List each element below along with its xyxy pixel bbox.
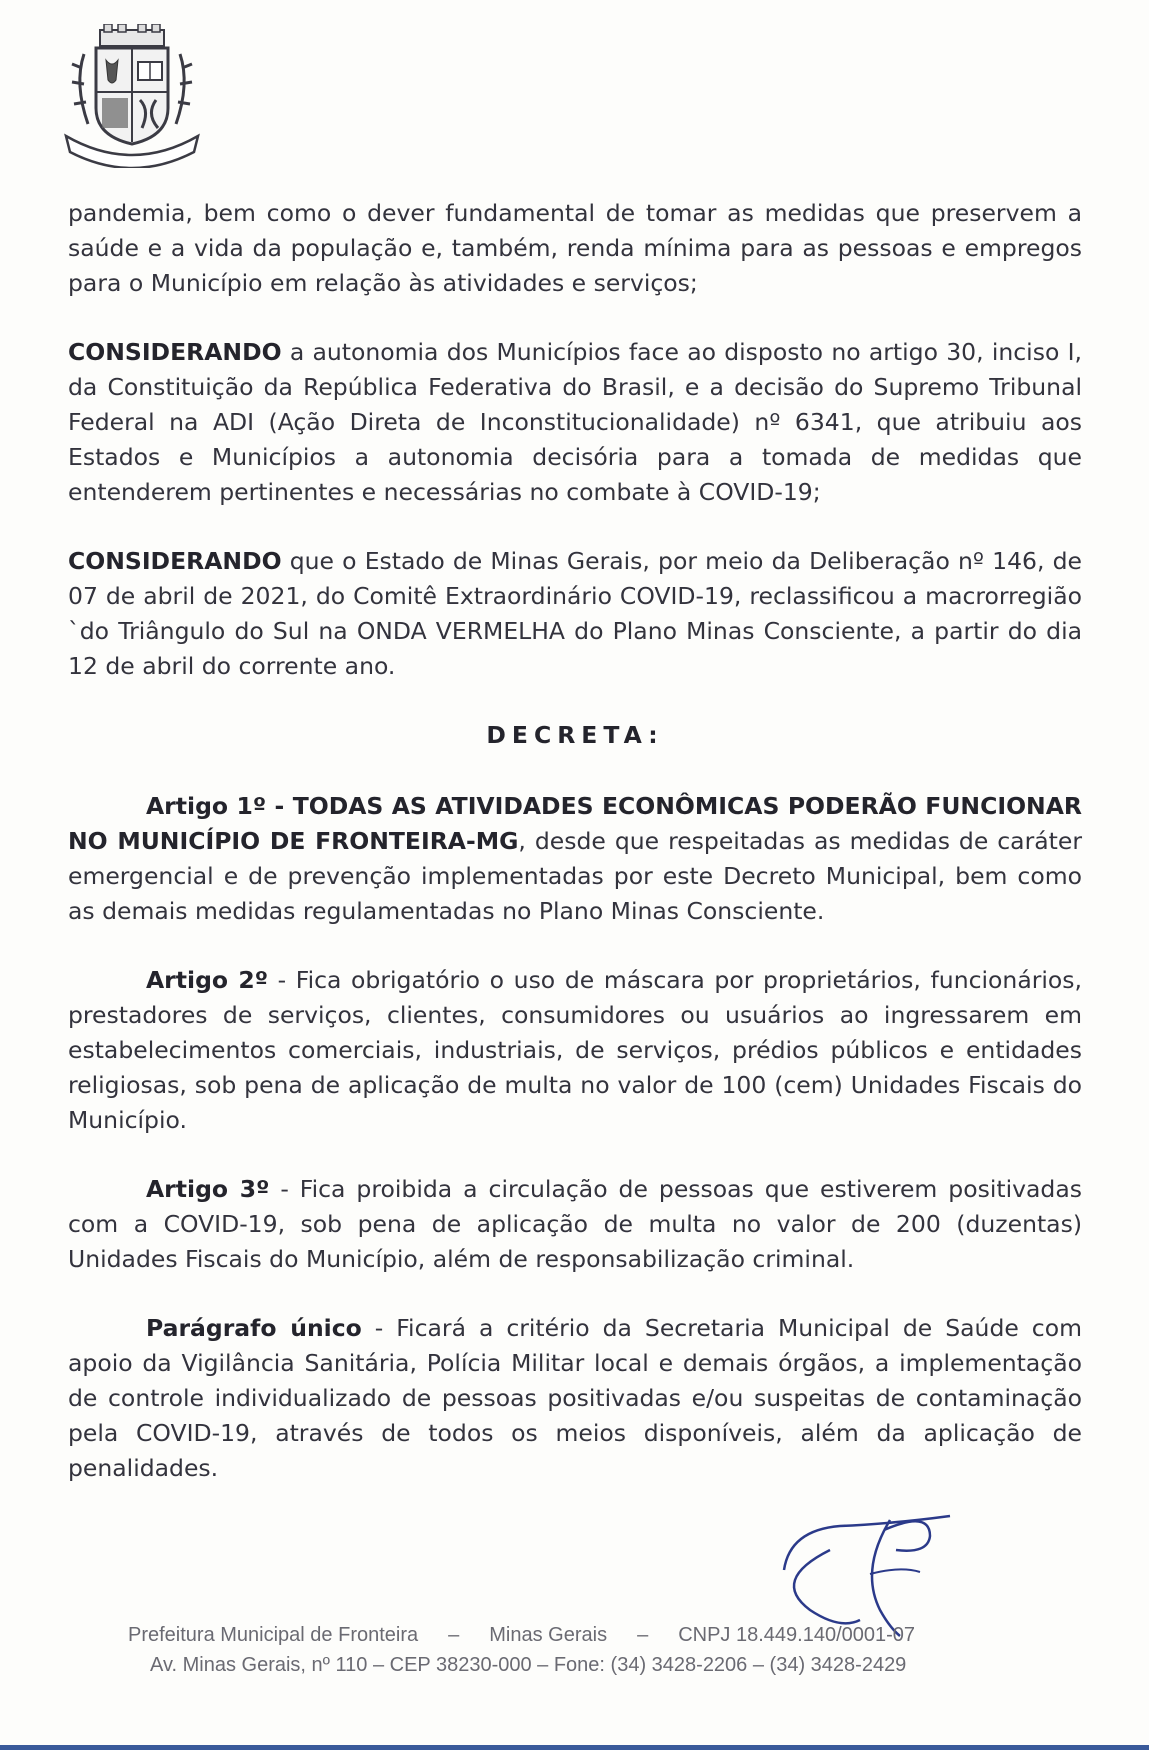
considerando-text: que o Estado de Minas Gerais, por meio da Deliberação nº 146, de 07 de abril de 2021, do Comitê Extraordinário COVID-19, reclassificou a macrorregião `do Triângulo do Sul na ONDA VERMELHA do Plano Minas Consciente, a partir do dia 12 de abril do corrente ano. [68,547,1082,680]
footer-separator: – [448,1624,460,1646]
considerando-label: CONSIDERANDO [68,547,282,575]
bottom-edge-bar [0,1745,1149,1750]
paragraph-pandemia: pandemia, bem como o dever fundamental de tomar as medidas que preservem a saúde e a vida da população e, também, renda mínima para as pessoas e empregos para o Município em relação às atividades e serviços; [68,199,1082,297]
decreta-heading: DECRETA: [486,721,664,749]
paragraph-considerando-deliberacao [68,544,1082,684]
paragrafo-unico [68,1311,1082,1486]
footer-line-1 [128,1624,915,1647]
footer-org: Prefeitura Municipal de Fronteira [128,1624,419,1646]
handwritten-signature-icon [780,1510,960,1640]
article-2-heading: Artigo 2º [146,966,268,994]
article-2 [68,963,1082,1138]
article-3-text: - Fica proibida a circulação de pessoas que estiverem positivadas com a COVID-19, sob pena de aplicação de multa no valor de 200 (duzentas) Unidades Fiscais do Município, além de responsabilização criminal. [68,1175,1082,1273]
article-3 [68,1172,1082,1277]
article-1-heading: Artigo 1º - TODAS AS ATIVIDADES ECONÔMICAS PODERÃO FUNCIONAR NO MUNICÍPIO DE FRONTEIRA-MG [68,792,1082,855]
article-1 [68,789,1082,929]
municipal-coat-of-arms-icon [60,24,204,168]
paragrafo-unico-heading: Parágrafo único [146,1314,362,1342]
footer-address: Av. Minas Gerais, nº 110 – CEP 38230-000 – Fone: (34) 3428-2206 – (34) 3428-2429 [150,1654,907,1676]
considerando-label: CONSIDERANDO [68,338,282,366]
considerando-text: a autonomia dos Municípios face ao disposto no artigo 30, inciso I, da Constituição da República Federativa do Brasil, e a decisão do Supremo Tribunal Federal na ADI (Ação Direta de Inconstitucionalidade) nº 6341, que atribuiu aos Estados e Municípios a autonomia decisória para a tomada de medidas que entenderem pertinentes e necessárias no combate à COVID-19; [68,338,1082,506]
article-2-text: - Fica obrigatório o uso de máscara por proprietários, funcionários, prestadores de serviços, clientes, consumidores ou usuários ao ingressarem em estabelecimentos comerciais, industriais, de serviços, prédios públicos e entidades religiosas, sob pena de aplicação de multa no valor de 100 (cem) Unidades Fiscais do Município. [68,966,1083,1134]
footer-cnpj: 18.449.140/0001-07 [736,1624,916,1646]
footer-state: Minas Gerais [489,1624,608,1646]
paragrafo-unico-text: - Ficará a critério da Secretaria Municipal de Saúde com apoio da Vigilância Sanitária, Polícia Militar local e demais órgãos, a implementação de controle individualizado de pessoas positivadas e/ou suspeitas de contaminação pela COVID-19, através de todos os meios disponíveis, além da aplicação de penalidades. [68,1314,1082,1482]
footer-cnpj-label: CNPJ [678,1624,731,1646]
document-body [68,196,1082,1520]
paragraph-considerando-autonomia [68,335,1082,510]
footer-separator: – [637,1624,649,1646]
article-3-heading: Artigo 3º [146,1175,270,1203]
article-1-text: , desde que respeitadas as medidas de caráter emergencial e de prevenção implementadas por este Decreto Municipal, bem como as demais medidas regulamentadas no Plano Minas Consciente. [68,827,1082,925]
